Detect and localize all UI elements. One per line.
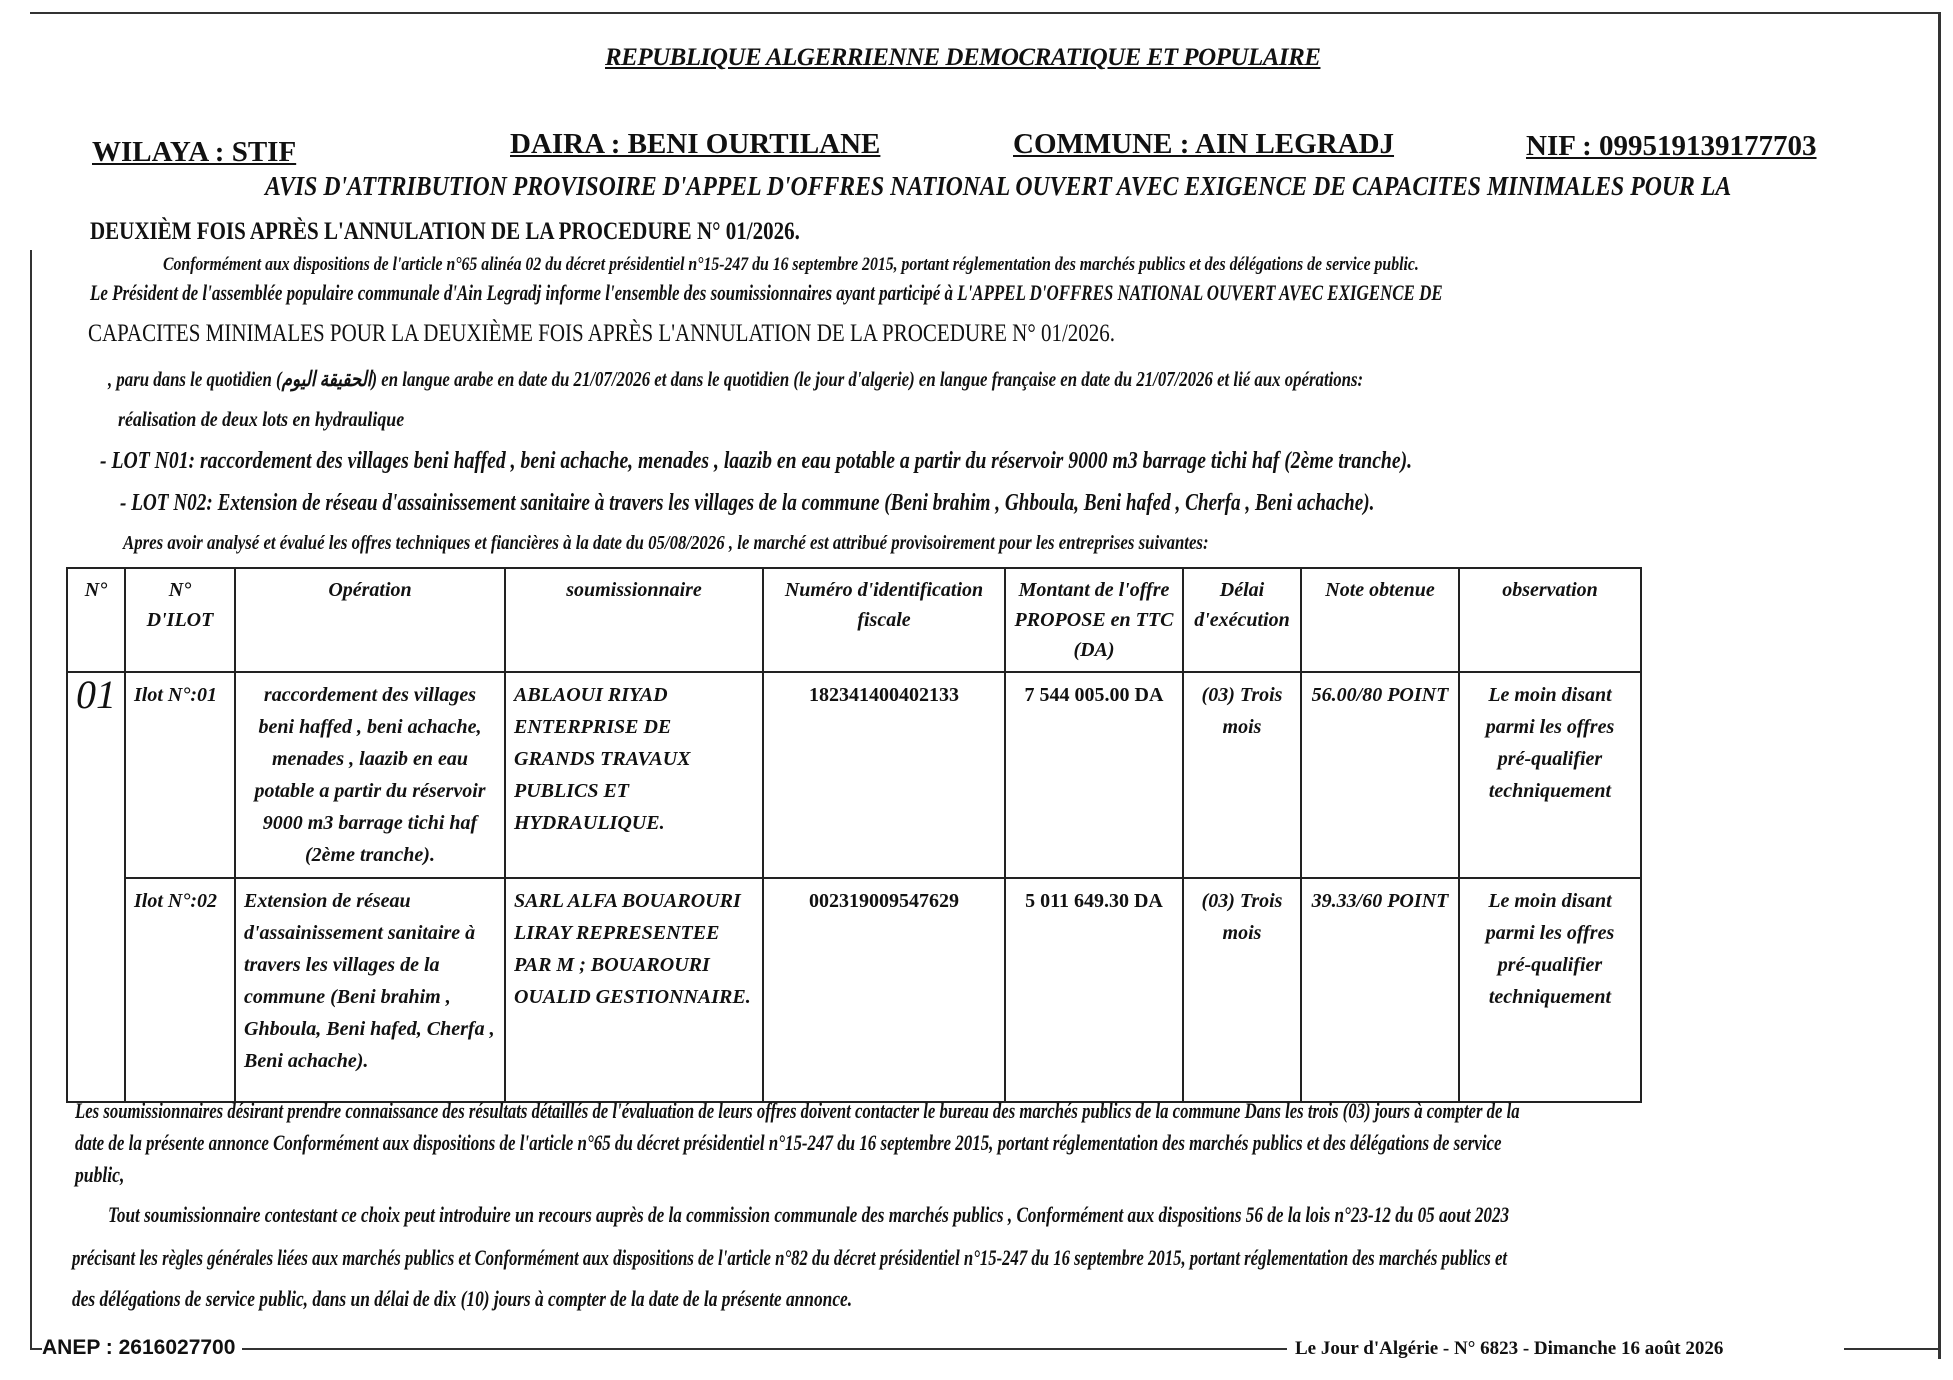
paragraph-president-line1: Le Président de l'assemblée populaire communale d'Ain Legradj informe l'ensemble des soumissionnaires ayant participé à L'APPEL D'OFFRES NATIONAL OUVERT AVEC EXIGENCE DE [90,280,1443,305]
footer-rule-right [1844,1348,1938,1350]
col-header-soumissionnaire: soumissionnaire [505,568,763,672]
operation-cell: Extension de réseau d'assainissement sanitaire à travers les villages de la commune (Beni brahim , Ghboula, Beni hafed, Cherfa , Beni achache). [235,878,505,1102]
footer-rule-left [30,1348,42,1350]
lot-01: - LOT N01: raccordement des villages beni haffed , beni achache, menades , laazib en eau potable a partir du réservoir 9000 m3 barrage tichi haf (2ème tranche). [100,448,1413,474]
table-row [67,672,1641,878]
table-header-row [67,568,1641,672]
page-border-left [30,250,32,1350]
col-header-observation: observation [1459,568,1641,672]
delai-cell: (03) Trois mois [1183,878,1301,1102]
notice-title-line1: AVIS D'ATTRIBUTION PROVISOIRE D'APPEL D'OFFRES NATIONAL OUVERT AVEC EXIGENCE DE CAPACITES MINIMALES POUR LA [265,171,1732,201]
col-header-note: Note obtenue [1301,568,1459,672]
ilot-cell: Ilot N°:01 [125,672,235,878]
observation-cell: Le moin disant parmi les offres pré-qualifier techniquement [1459,672,1641,878]
col-header-operation: Opération [235,568,505,672]
paragraph-conformement: Conformément aux dispositions de l'article n°65 alinéa 02 du décret présidentiel n°15-247 du 16 septembre 2015, portant réglementation des marchés publics et des délégations de service public. [163,254,1419,275]
journal-reference: Le Jour d'Algérie - N° 6823 - Dimanche 16 août 2026 [1295,1338,1724,1359]
soumissionnaire-cell: SARL ALFA BOUAROURI LIRAY REPRESENTEE PAR M ; BOUAROURI OUALID GESTIONNAIRE. [505,878,763,1102]
col-header-delai: Délai d'exécution [1183,568,1301,672]
commune-label: COMMUNE : AIN LEGRADJ [1013,128,1395,160]
daira-label: DAIRA : BENI OURTILANE [510,128,881,160]
soumissionnaire-cell: ABLAOUI RIYAD ENTERPRISE DE GRANDS TRAVAUX PUBLICS ET HYDRAULIQUE. [505,672,763,878]
anep-reference: ANEP : 2616027700 [42,1336,236,1359]
nif-cell: 002319009547629 [763,878,1005,1102]
col-header-montant: Montant de l'offre PROPOSE en TTC (DA) [1005,568,1183,672]
paragraph-paru-line1: , paru dans le quotidien (الحقيقة اليوم) en langue arabe en date du 21/07/2026 et dans le quotidien (le jour d'algerie) en langue française en date du 21/07/2026 et lié aux opérations: [108,367,1364,391]
nif-cell: 182341400402133 [763,672,1005,878]
ilot-cell: Ilot N°:02 [125,878,235,1102]
republic-heading: REPUBLIQUE ALGERRIENNE DEMOCRATIQUE ET POPULAIRE [605,44,1321,71]
note-cell: 39.33/60 POINT [1301,878,1459,1102]
closing-p2-line3: des délégations de service public, dans un délai de dix (10) jours à compter de la date de la présente annonce. [72,1286,853,1311]
operation-cell: raccordement des villages beni haffed , beni achache, menades , laazib en eau potable a partir du réservoir 9000 m3 barrage tichi haf (2ème tranche). [235,672,505,878]
wilaya-label: WILAYA : STIF [92,136,297,168]
paragraph-paru-line2: réalisation de deux lots en hydraulique [118,407,405,431]
lot-number: 01 [67,672,125,1102]
closing-p2-line2: précisant les règles générales liées aux marchés publics et Conformément aux dispositions de l'article n°82 du décret présidentiel n°15-247 du 16 septembre 2015, portant réglementation des marchés publics et [72,1245,1508,1270]
footer-rule-middle [242,1348,1287,1350]
notice-title-line2: DEUXIÈM FOIS APRÈS L'ANNULATION DE LA PROCEDURE N° 01/2026. [90,218,800,245]
observation-cell: Le moin disant parmi les offres pré-qualifier techniquement [1459,878,1641,1102]
closing-p1-line3: public, [75,1162,125,1187]
paragraph-apres-analyse: Apres avoir analysé et évalué les offres techniques et fiancières à la date du 05/08/2026 , le marché est attribué provisoirement pour les entreprises suivantes: [123,532,1209,554]
attribution-table [66,567,1642,1103]
nif-label: NIF : 099519139177703 [1526,130,1817,162]
closing-p2-line1: Tout soumissionnaire contestant ce choix peut introduire un recours auprès de la commission communale des marchés publics , Conformément aux dispositions 56 de la lois n°23-12 du 05 aout 2023 [108,1202,1510,1227]
delai-cell: (03) Trois mois [1183,672,1301,878]
montant-cell: 5 011 649.30 DA [1005,878,1183,1102]
col-header-number: N° [67,568,125,672]
note-cell: 56.00/80 POINT [1301,672,1459,878]
col-header-ilot: N° D'ILOT [125,568,235,672]
closing-p1-line2: date de la présente annonce Conformément aux dispositions de l'article n°65 du décret présidentiel n°15-247 du 16 septembre 2015, portant réglementation des marchés publics et des délégations de service [75,1130,1502,1155]
montant-cell: 7 544 005.00 DA [1005,672,1183,878]
paragraph-president-line2: CAPACITES MINIMALES POUR LA DEUXIÈME FOIS APRÈS L'ANNULATION DE LA PROCEDURE N° 01/2026. [88,320,1116,347]
table-row [67,878,1641,1102]
closing-p1-line1: Les soumissionnaires désirant prendre connaissance des résultats détaillés de l'évaluation de leurs offres doivent contacter le bureau des marchés publics de la commune Dans les trois (03) jours à compter de la [75,1098,1520,1123]
lot-02: - LOT N02: Extension de réseau d'assainissement sanitaire à travers les villages de la commune (Beni brahim , Ghboula, Beni hafed , Cherfa , Beni achache). [120,490,1375,516]
col-header-nif: Numéro d'identification fiscale [763,568,1005,672]
